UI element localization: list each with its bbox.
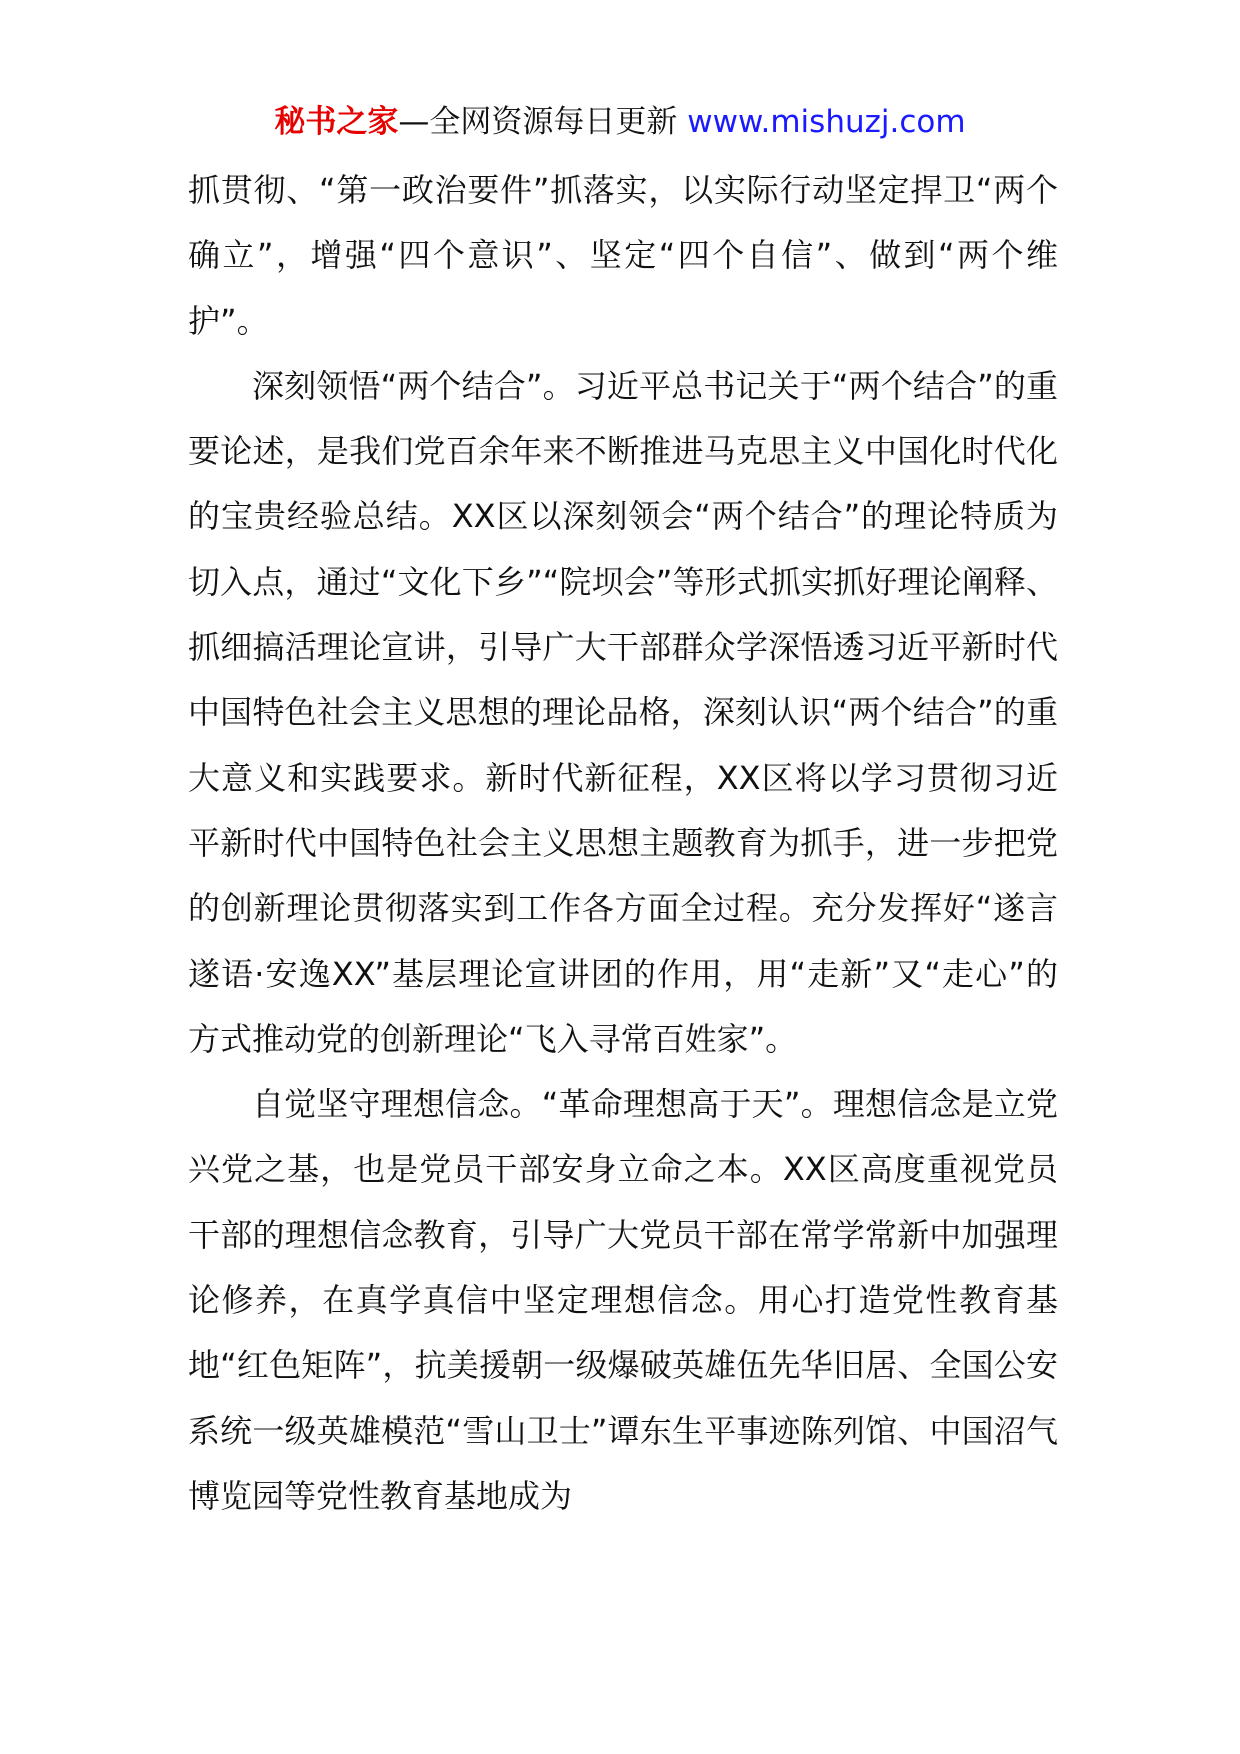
site-url-link[interactable]: www.mishuzj.com	[687, 104, 966, 140]
paragraph-ideals-beliefs: 自觉坚守理想信念。“革命理想高于天”。理想信念是立党兴党之基，也是党员干部安身立命之本。XX区高度重视党员干部的理想信念教育，引导广大党员干部在常学常新中加强理论修养，在真学真信中坚定理想信念。用心打造党性教育基地“红色矩阵”，抗美援朝一级爆破英雄伍先华旧居、全国公安系统一级英雄模范“雪山卫士”谭东生平事迹陈列馆、中国沼气博览园等党性教育基地成为	[188, 1085, 1058, 1515]
header-slogan: —全网资源每日更新	[398, 104, 678, 140]
page-header	[0, 100, 1240, 144]
brand-name: 秘书之家	[274, 104, 399, 140]
document-body	[188, 158, 1058, 1529]
paragraph-continued: 抓贯彻、“第一政治要件”抓落实，以实际行动坚定捍卫“两个确立”，增强“四个意识”、坚定“四个自信”、做到“两个维护”。	[188, 171, 1058, 340]
paragraph-two-combinations: 深刻领悟“两个结合”。习近平总书记关于“两个结合”的重要论述，是我们党百余年来不断推进马克思主义中国化时代化的宝贵经验总结。XX区以深刻领会“两个结合”的理论特质为切入点，通过“文化下乡”“院坝会”等形式抓实抓好理论阐释、抓细搞活理论宣讲，引导广大干部群众学深悟透习近平新时代中国特色社会主义思想的理论品格，深刻认识“两个结合”的重大意义和实践要求。新时代新征程，XX区将以学习贯彻习近平新时代中国特色社会主义思想主题教育为抓手，进一步把党的创新理论贯彻落实到工作各方面全过程。充分发挥好“遂言遂语·安逸XX”基层理论宣讲团的作用，用“走新”又“走心”的方式推动党的创新理论“飞入寻常百姓家”。	[188, 366, 1058, 1058]
